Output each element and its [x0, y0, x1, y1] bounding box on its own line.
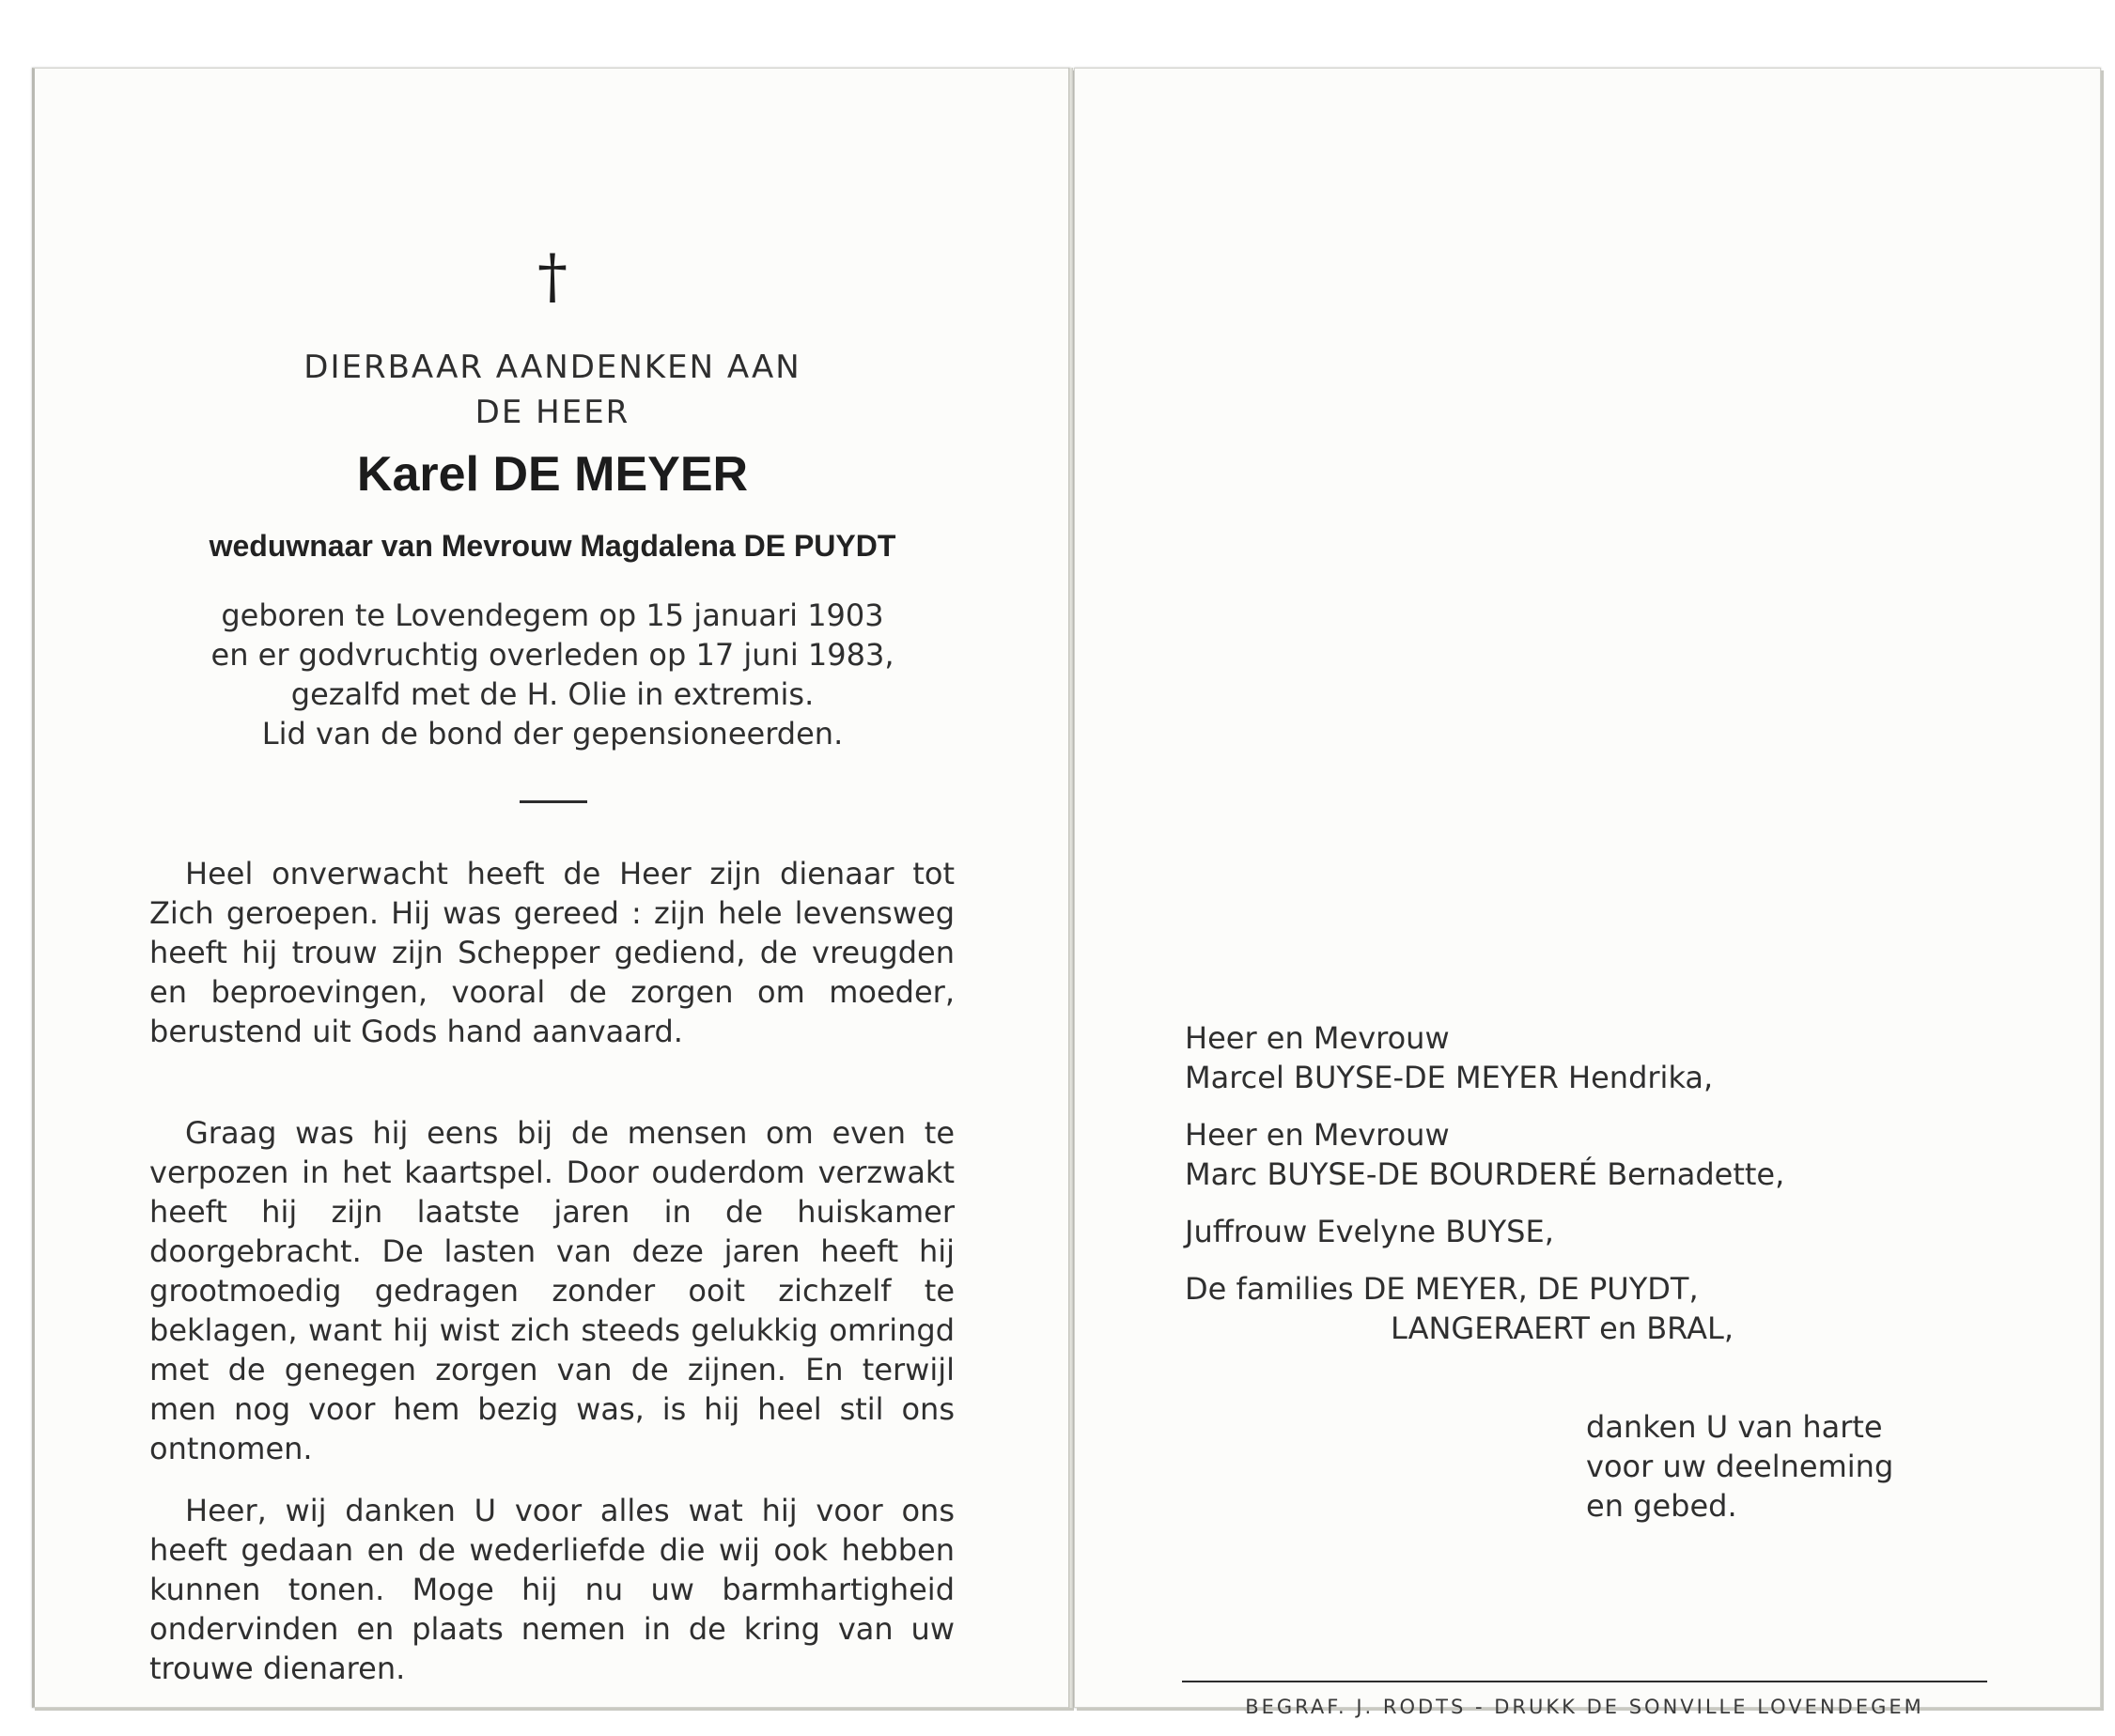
thanks-line: Juffrouw Evelyne BUYSE,: [1185, 1214, 1554, 1249]
memorial-paragraph-text: Heer, wij danken U voor alles wat hij voor ons heeft gedaan en de wederliefde die wij ook hebben kunnen tonen. Moge hij nu uw barmhartigheid ondervinden en plaats nemen in de kring van uw trouwe dienaren.: [149, 1493, 955, 1686]
thanks-line: Heer en Mevrouw: [1185, 1117, 1450, 1153]
bio-death-line: en er godvruchtig overleden op 17 juni 1983,: [210, 637, 894, 673]
bio-anointing-line: gezalfd met de H. Olie in extremis.: [290, 676, 815, 712]
closing-line: voor uw deelneming: [1586, 1449, 1894, 1484]
memorial-paragraph: [149, 1491, 955, 1688]
memorial-paragraph-text: Heel onverwacht heeft de Heer zijn dienaar tot Zich geroepen. Hij was gereed : zijn hele levensweg heeft hij trouw zijn Schepper gediend, de vreugden en beproevingen, vooral de zorgen om moeder, berustend uit Gods hand aanvaard.: [149, 856, 955, 1049]
thanks-line: LANGERAERT en BRAL,: [1391, 1310, 1734, 1346]
closing-line: en gebed.: [1586, 1488, 1737, 1524]
bio-birth-line: geboren te Lovendegem op 15 januari 1903: [221, 597, 884, 633]
thanks-line: Heer en Mevrouw: [1185, 1020, 1450, 1056]
memorial-paragraph-text: Graag was hij eens bij de mensen om even te verpozen in het kaartspel. Door ouderdom verzwakt heeft hij zijn laatste jaren in de huiskamer doorgebracht. De lasten van deze jaren heeft hij grootmoedig gedragen zonder ooit zichzelf te beklagen, want hij wist zich steeds gelukkig omringd met de genegen zorgen van de zijnen. En terwijl men nog voor hem bezig was, is hij heel stil ons ontnomen.: [149, 1115, 955, 1466]
widower-line: weduwnaar van Mevrouw Magdalena DE PUYDT: [209, 529, 896, 563]
section-divider: [520, 800, 587, 803]
bio-membership-line: Lid van de bond der gepensioneerden.: [261, 716, 844, 752]
memorial-paragraph: [149, 1113, 955, 1468]
deceased-name: Karel DE MEYER: [356, 447, 749, 502]
memorial-card-right-panel: [1074, 68, 2101, 1718]
footer-divider: [1182, 1681, 1987, 1682]
closing-line: danken U van harte: [1586, 1409, 1883, 1445]
memorial-heading-title: DE HEER: [474, 394, 630, 431]
cross-icon: †: [537, 242, 568, 312]
card-fold-line: [1068, 68, 1073, 1708]
thanks-line: Marc BUYSE-DE BOURDERÉ Bernadette,: [1185, 1156, 1785, 1192]
memorial-heading: DIERBAAR AANDENKEN AAN: [303, 349, 801, 386]
printer-imprint: BEGRAF. J. RODTS - DRUKK DE SONVILLE LOVENDEGEM: [1245, 1696, 1924, 1718]
thanks-line: De families DE MEYER, DE PUYDT,: [1185, 1271, 1699, 1307]
memorial-paragraph: [149, 854, 955, 1051]
memorial-card-left-panel: [32, 68, 1071, 1708]
thanks-line: Marcel BUYSE-DE MEYER Hendrika,: [1185, 1060, 1714, 1095]
